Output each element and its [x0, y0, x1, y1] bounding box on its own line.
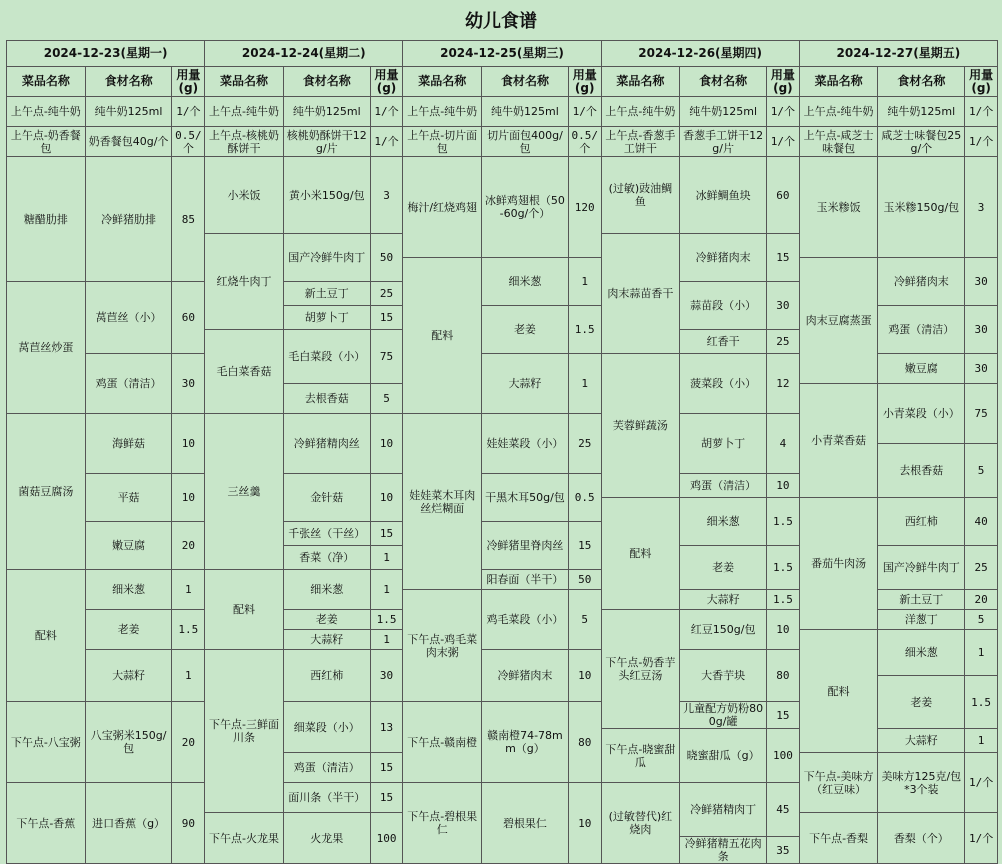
ingredient-amount: 1: [568, 354, 601, 414]
ingredient-amount: 80: [767, 650, 800, 702]
ingredient-amount: 0.5/个: [172, 127, 205, 157]
ingredient-name: 冰鲜鲷鱼块: [680, 157, 767, 234]
ingredient-amount: 30: [965, 354, 998, 384]
table-row: [7, 157, 998, 210]
dish-name: 上午点-核桃奶酥饼干: [205, 127, 284, 157]
ingredient-amount: 40: [965, 498, 998, 546]
ingredient-name: 鸡蛋（清洁）: [680, 474, 767, 498]
dish-name: 上午点-纯牛奶: [403, 97, 482, 127]
menu-body: [7, 97, 998, 864]
ingredient-name: 新土豆丁: [283, 282, 370, 306]
ingredient-name: 新土豆丁: [878, 590, 965, 610]
ingredient-name: 核桃奶酥饼干12g/片: [283, 127, 370, 157]
ingredient-name: 纯牛奶125ml: [482, 97, 569, 127]
ingredient-amount: 1/个: [767, 97, 800, 127]
ingredient-name: 冷鲜猪肉末: [482, 650, 569, 702]
ingredient-name: 切片面包400g/包: [482, 127, 569, 157]
dish-name: 芙蓉鲜蔬汤: [601, 354, 680, 498]
ingredient-amount: 75: [965, 384, 998, 444]
ingredient-amount: 80: [568, 702, 601, 783]
ingredient-name: 老姜: [85, 610, 172, 650]
ingredient-amount: 10: [172, 414, 205, 474]
dish-name: 小米饭: [205, 157, 284, 234]
ingredient-amount: 30: [767, 282, 800, 330]
dish-name: 上午点-纯牛奶: [205, 97, 284, 127]
dish-name: 上午点-奶香餐包: [7, 127, 86, 157]
ingredient-name: 大蒜籽: [283, 630, 370, 650]
ingredient-name: 菠菜段（小）: [680, 354, 767, 414]
col-header-amount: 用量(g): [767, 67, 800, 97]
dish-name: 肉末蒜苗香干: [601, 234, 680, 354]
ingredient-amount: 20: [172, 522, 205, 570]
dish-name: 配料: [799, 630, 878, 753]
col-header-amount: 用量(g): [965, 67, 998, 97]
ingredient-name: 赣南橙74-78mm（g）: [482, 702, 569, 783]
ingredient-name: 国产冷鲜牛肉丁: [878, 546, 965, 590]
col-header-dish: 菜品名称: [403, 67, 482, 97]
ingredient-name: 蒜苗段（小）: [680, 282, 767, 330]
dish-name: 下午点-奶香芋头红豆汤: [601, 610, 680, 729]
ingredient-amount: 60: [767, 157, 800, 234]
ingredient-name: 红豆150g/包: [680, 610, 767, 650]
dish-name: 配料: [601, 498, 680, 610]
ingredient-amount: 15: [767, 234, 800, 282]
ingredient-name: 香梨（个）: [878, 813, 965, 864]
col-header-ingredient: 食材名称: [283, 67, 370, 97]
dish-name: 下午点-三鲜面川条: [205, 650, 284, 813]
ingredient-amount: 1/个: [370, 127, 403, 157]
ingredient-amount: 35: [767, 837, 800, 864]
ingredient-amount: 100: [370, 813, 403, 864]
ingredient-amount: 1/个: [965, 127, 998, 157]
ingredient-name: 冷鲜猪里脊肉丝: [482, 522, 569, 570]
col-header-ingredient: 食材名称: [878, 67, 965, 97]
ingredient-amount: 10: [172, 474, 205, 522]
dish-name: 肉末豆腐蒸蛋: [799, 258, 878, 384]
ingredient-amount: 1.5: [370, 610, 403, 630]
ingredient-amount: 20: [172, 702, 205, 783]
ingredient-amount: 15: [568, 522, 601, 570]
ingredient-amount: 1: [172, 650, 205, 702]
dish-name: 上午点-纯牛奶: [7, 97, 86, 127]
table-row: [7, 127, 998, 157]
dish-name: 下午点-八宝粥: [7, 702, 86, 783]
dish-name: 上午点-咸芝士味餐包: [799, 127, 878, 157]
ingredient-name: 大蒜籽: [482, 354, 569, 414]
col-header-dish: 菜品名称: [799, 67, 878, 97]
ingredient-amount: 1: [370, 546, 403, 570]
dish-name: 菌菇豆腐汤: [7, 414, 86, 570]
ingredient-name: 老姜: [680, 546, 767, 590]
ingredient-name: 胡萝卜丁: [283, 306, 370, 330]
ingredient-name: 冷鲜猪肉末: [680, 234, 767, 282]
ingredient-name: 细米葱: [283, 570, 370, 610]
ingredient-amount: 20: [965, 590, 998, 610]
ingredient-amount: 30: [965, 306, 998, 354]
dish-name: 上午点-香葱手工饼干: [601, 127, 680, 157]
ingredient-name: 纯牛奶125ml: [680, 97, 767, 127]
ingredient-name: 老姜: [878, 676, 965, 729]
ingredient-name: 阳春面（半干）: [482, 570, 569, 590]
ingredient-amount: 1.5: [965, 676, 998, 729]
ingredient-amount: 1: [370, 630, 403, 650]
col-header-amount: 用量(g): [172, 67, 205, 97]
ingredient-amount: 60: [172, 282, 205, 354]
ingredient-name: 洋葱丁: [878, 610, 965, 630]
ingredient-amount: 25: [767, 330, 800, 354]
ingredient-amount: 45: [767, 783, 800, 837]
ingredient-name: 大蒜籽: [85, 650, 172, 702]
ingredient-name: 西红柿: [283, 650, 370, 702]
ingredient-name: 老姜: [482, 306, 569, 354]
ingredient-name: 纯牛奶125ml: [878, 97, 965, 127]
page-title: 幼儿食谱: [465, 11, 537, 32]
ingredient-name: 金针菇: [283, 474, 370, 522]
col-header-dish: 菜品名称: [205, 67, 284, 97]
ingredient-name: 细米葱: [878, 630, 965, 676]
dish-name: 莴苣丝炒蛋: [7, 282, 86, 414]
ingredient-name: 进口香蕉（g）: [85, 783, 172, 864]
ingredient-amount: 1/个: [965, 753, 998, 813]
dish-name: 下午点-香梨: [799, 813, 878, 864]
ingredient-name: 细米葱: [85, 570, 172, 610]
ingredient-amount: 10: [568, 650, 601, 702]
ingredient-amount: 50: [370, 234, 403, 282]
dish-name: 玉米糁饭: [799, 157, 878, 258]
col-header-dish: 菜品名称: [7, 67, 86, 97]
day-date: 2024-12-23(星期一): [7, 41, 205, 67]
ingredient-amount: 1.5: [767, 546, 800, 590]
ingredient-amount: 1.5: [568, 306, 601, 354]
ingredient-name: 冷鲜猪肋排: [85, 157, 172, 282]
dish-name: 下午点-香蕉: [7, 783, 86, 864]
dish-name: 配料: [205, 570, 284, 650]
dish-name: 毛白菜香菇: [205, 330, 284, 414]
dish-name: 上午点-纯牛奶: [601, 97, 680, 127]
dish-name: 配料: [403, 258, 482, 414]
ingredient-amount: 1.5: [172, 610, 205, 650]
ingredient-amount: 10: [767, 610, 800, 650]
ingredient-name: 嫩豆腐: [878, 354, 965, 384]
ingredient-name: 国产冷鲜牛肉丁: [283, 234, 370, 282]
ingredient-name: 干黑木耳50g/包: [482, 474, 569, 522]
ingredient-name: 胡萝卜丁: [680, 414, 767, 474]
dish-name: 梅汁/红烧鸡翅: [403, 157, 482, 258]
ingredient-amount: 1/个: [568, 97, 601, 127]
day-date: 2024-12-25(星期三): [403, 41, 601, 67]
ingredient-amount: 10: [767, 474, 800, 498]
dish-name: 红烧牛肉丁: [205, 234, 284, 330]
ingredient-amount: 1/个: [965, 813, 998, 864]
ingredient-amount: 5: [965, 444, 998, 498]
dish-name: 上午点-切片面包: [403, 127, 482, 157]
ingredient-amount: 10: [370, 474, 403, 522]
ingredient-amount: 1: [370, 570, 403, 610]
date-header-row: [7, 41, 998, 67]
col-header-dish: 菜品名称: [601, 67, 680, 97]
ingredient-amount: 15: [370, 522, 403, 546]
table-row: [7, 97, 998, 127]
dish-name: 娃娃菜木耳肉丝烂糊面: [403, 414, 482, 590]
ingredient-amount: 15: [370, 783, 403, 813]
ingredient-amount: 1.5: [767, 590, 800, 610]
ingredient-amount: 0.5/个: [568, 127, 601, 157]
ingredient-amount: 120: [568, 157, 601, 258]
ingredient-amount: 1/个: [370, 97, 403, 127]
ingredient-name: 面川条（半干）: [283, 783, 370, 813]
dish-name: 上午点-纯牛奶: [799, 97, 878, 127]
ingredient-name: 娃娃菜段（小）: [482, 414, 569, 474]
ingredient-amount: 25: [965, 546, 998, 590]
ingredient-name: 海鲜菇: [85, 414, 172, 474]
ingredient-name: 嫩豆腐: [85, 522, 172, 570]
col-header-amount: 用量(g): [370, 67, 403, 97]
ingredient-name: 细菜段（小）: [283, 702, 370, 753]
ingredient-amount: 1/个: [965, 97, 998, 127]
ingredient-name: 奶香餐包40g/个: [85, 127, 172, 157]
menu-table: [6, 40, 998, 864]
ingredient-name: 冷鲜猪精五花肉条: [680, 837, 767, 864]
ingredient-name: 冷鲜猪精肉丁: [680, 783, 767, 837]
day-date: 2024-12-27(星期五): [799, 41, 997, 67]
ingredient-name: 平菇: [85, 474, 172, 522]
dish-name: 下午点-赣南橙: [403, 702, 482, 783]
dish-name: 下午点-鸡毛菜肉末粥: [403, 590, 482, 702]
ingredient-amount: 4: [767, 414, 800, 474]
ingredient-amount: 30: [370, 650, 403, 702]
ingredient-name: 八宝粥米150g/包: [85, 702, 172, 783]
ingredient-name: 大蒜籽: [878, 729, 965, 753]
ingredient-name: 纯牛奶125ml: [283, 97, 370, 127]
ingredient-amount: 1: [568, 258, 601, 306]
ingredient-name: 咸芝士味餐包25g/个: [878, 127, 965, 157]
dish-name: 糖醋肋排: [7, 157, 86, 282]
ingredient-amount: 10: [568, 783, 601, 864]
ingredient-name: 纯牛奶125ml: [85, 97, 172, 127]
ingredient-name: 去根香菇: [878, 444, 965, 498]
col-header-amount: 用量(g): [568, 67, 601, 97]
ingredient-amount: 3: [370, 157, 403, 234]
day-date: 2024-12-24(星期二): [205, 41, 403, 67]
ingredient-name: 晓蜜甜瓜（g）: [680, 729, 767, 783]
ingredient-amount: 1/个: [767, 127, 800, 157]
ingredient-amount: 13: [370, 702, 403, 753]
ingredient-name: 细米葱: [482, 258, 569, 306]
ingredient-amount: 30: [172, 354, 205, 414]
ingredient-name: 去根香菇: [283, 384, 370, 414]
ingredient-amount: 1.5: [767, 498, 800, 546]
ingredient-amount: 1/个: [172, 97, 205, 127]
ingredient-amount: 50: [568, 570, 601, 590]
ingredient-name: 鸡蛋（清洁）: [878, 306, 965, 354]
ingredient-name: 大香芋块: [680, 650, 767, 702]
dish-name: 下午点-碧根果仁: [403, 783, 482, 864]
ingredient-amount: 25: [568, 414, 601, 474]
ingredient-name: 儿童配方奶粉800g/罐: [680, 702, 767, 729]
ingredient-name: 香菜（净）: [283, 546, 370, 570]
dish-name: 番茄牛肉汤: [799, 498, 878, 630]
ingredient-amount: 5: [965, 610, 998, 630]
ingredient-name: 大蒜籽: [680, 590, 767, 610]
ingredient-amount: 85: [172, 157, 205, 282]
ingredient-name: 莴苣丝（小）: [85, 282, 172, 354]
column-header-row: [7, 67, 998, 97]
dish-name: 下午点-美味方（红豆味）: [799, 753, 878, 813]
ingredient-name: 鸡蛋（清洁）: [85, 354, 172, 414]
ingredient-name: 香葱手工饼干12g/片: [680, 127, 767, 157]
ingredient-amount: 0.5: [568, 474, 601, 522]
day-date: 2024-12-26(星期四): [601, 41, 799, 67]
ingredient-amount: 1: [965, 729, 998, 753]
ingredient-amount: 5: [568, 590, 601, 650]
ingredient-name: 冷鲜猪精肉丝: [283, 414, 370, 474]
dish-name: 小青菜香菇: [799, 384, 878, 498]
ingredient-amount: 75: [370, 330, 403, 384]
ingredient-name: 小青菜段（小）: [878, 384, 965, 444]
ingredient-amount: 15: [370, 306, 403, 330]
ingredient-name: 西红柿: [878, 498, 965, 546]
ingredient-amount: 1: [172, 570, 205, 610]
ingredient-amount: 1: [965, 630, 998, 676]
ingredient-name: 美味方125克/包*3个装: [878, 753, 965, 813]
dish-name: (过敏)豉油鲷鱼: [601, 157, 680, 234]
col-header-ingredient: 食材名称: [680, 67, 767, 97]
ingredient-name: 碧根果仁: [482, 783, 569, 864]
ingredient-amount: 10: [370, 414, 403, 474]
dish-name: 三丝羹: [205, 414, 284, 570]
dish-name: 配料: [7, 570, 86, 702]
dish-name: (过敏替代)红烧肉: [601, 783, 680, 864]
ingredient-name: 火龙果: [283, 813, 370, 864]
ingredient-name: 老姜: [283, 610, 370, 630]
dish-name: 下午点-火龙果: [205, 813, 284, 864]
ingredient-name: 鸡蛋（清洁）: [283, 753, 370, 783]
ingredient-amount: 15: [767, 702, 800, 729]
dish-name: 下午点-晓蜜甜瓜: [601, 729, 680, 783]
ingredient-amount: 5: [370, 384, 403, 414]
ingredient-amount: 90: [172, 783, 205, 864]
ingredient-amount: 30: [965, 258, 998, 306]
ingredient-amount: 15: [370, 753, 403, 783]
ingredient-name: 鸡毛菜段（小）: [482, 590, 569, 650]
col-header-ingredient: 食材名称: [85, 67, 172, 97]
ingredient-name: 千张丝（干丝）: [283, 522, 370, 546]
col-header-ingredient: 食材名称: [482, 67, 569, 97]
ingredient-name: 黄小米150g/包: [283, 157, 370, 234]
ingredient-amount: 100: [767, 729, 800, 783]
ingredient-amount: 25: [370, 282, 403, 306]
ingredient-name: 红香干: [680, 330, 767, 354]
ingredient-name: 毛白菜段（小）: [283, 330, 370, 384]
ingredient-amount: 12: [767, 354, 800, 414]
ingredient-name: 玉米糁150g/包: [878, 157, 965, 258]
ingredient-name: 冷鲜猪肉末: [878, 258, 965, 306]
ingredient-name: 细米葱: [680, 498, 767, 546]
ingredient-name: 冰鲜鸡翅根（50-60g/个）: [482, 157, 569, 258]
ingredient-amount: 3: [965, 157, 998, 258]
